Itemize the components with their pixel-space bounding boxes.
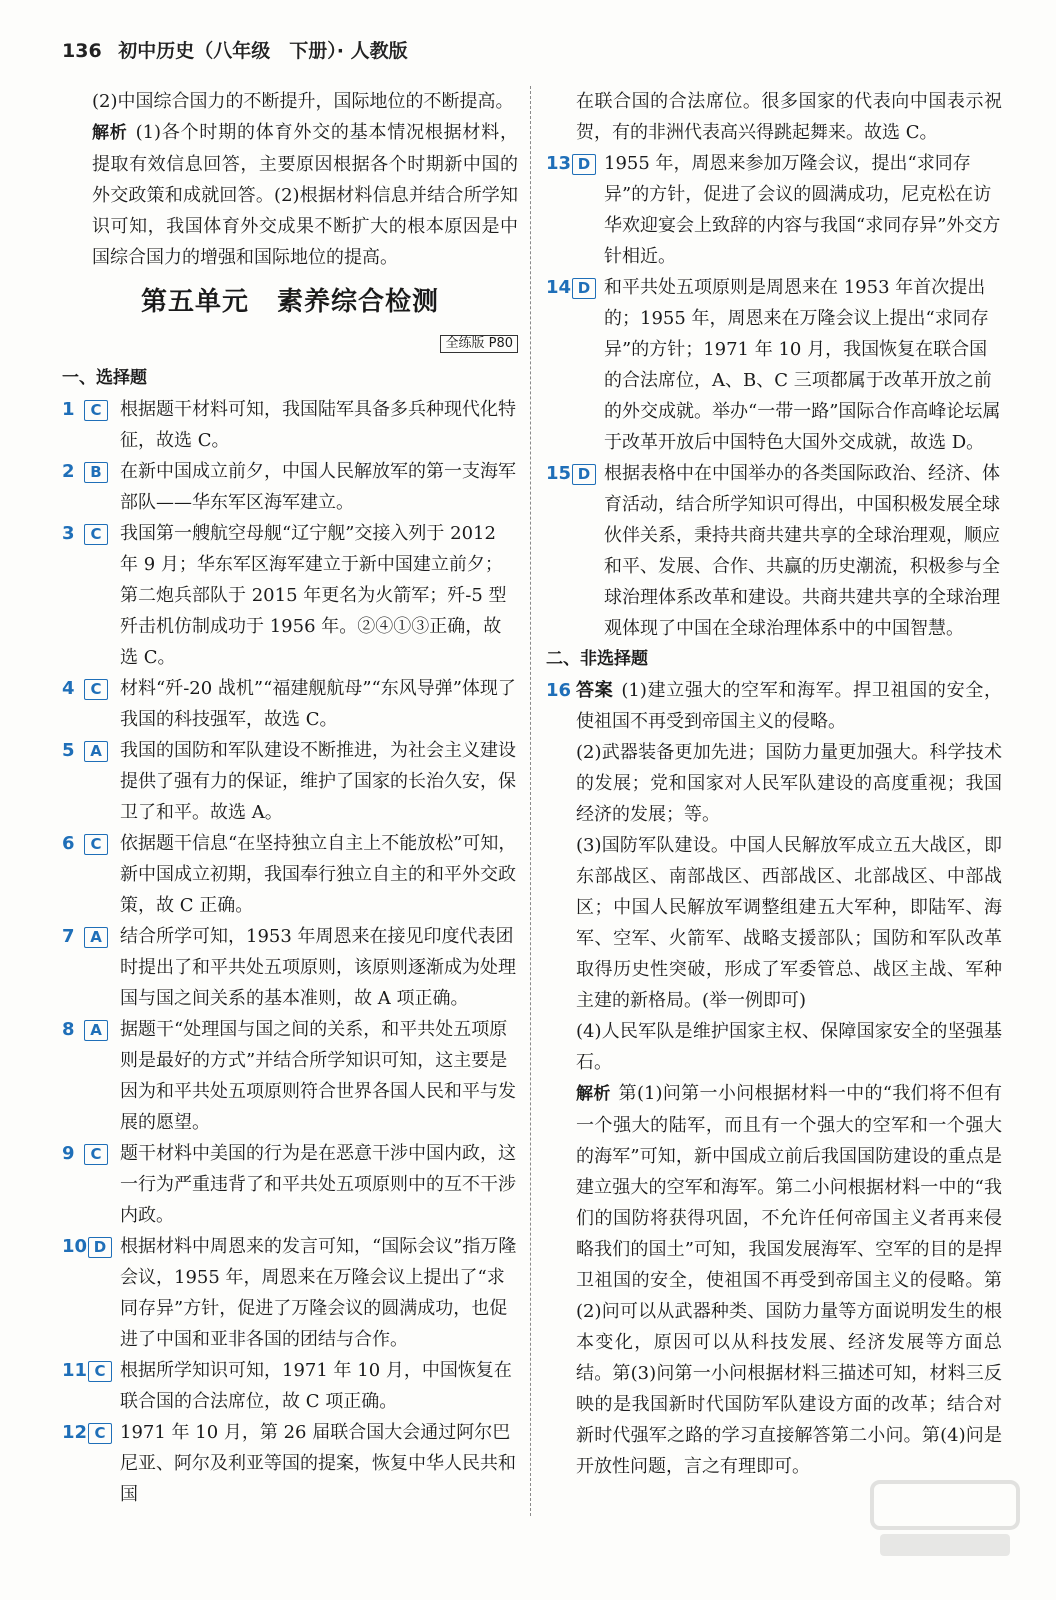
unit-title-part-b: 素养综合检测 (277, 287, 440, 317)
q16-answer-4: (4)人民军队是维护国家主权、保障国家安全的坚强基石。 (576, 1021, 1002, 1073)
question-explanation: 根据所学知识可知，1971 年 10 月，中国恢复在联合国的合法席位，故 C 项正确。 (120, 1360, 512, 1412)
question-number: 11 (62, 1360, 88, 1381)
right-column (546, 86, 1002, 1482)
question-number: 3 (62, 523, 75, 544)
question-16 (546, 675, 1002, 1482)
answer-badge: B (84, 462, 108, 483)
question-item (62, 1355, 518, 1417)
analysis-label: 解析 (92, 123, 128, 143)
question-item (62, 921, 518, 1014)
answer-badge: D (572, 154, 596, 175)
question-explanation: 在新中国成立前夕，中国人民解放军的第一支海军部队——华东军区海军建立。 (120, 461, 516, 513)
answer-badge: C (88, 1423, 112, 1444)
question-explanation: 我国第一艘航空母舰“辽宁舰”交接入列于 2012 年 9 月；华东军区海军建立于新中国建立前夕；第二炮兵部队于 2015 年更名为火箭军；歼-5 型歼击机仿制成功于 1956 年。②④①③正确，故选 C。 (120, 523, 507, 668)
intro-answer: (2)中国综合国力的不断提升，国际地位的不断提高。 (92, 91, 514, 112)
question-12-continued: 在联合国的合法席位。很多国家的代表向中国表示祝贺，有的非洲代表高兴得跳起舞来。故选 C。 (576, 91, 1002, 143)
reference-tag-text: 全练版 P80 (440, 335, 518, 353)
question-item (62, 456, 518, 518)
question-item (62, 673, 518, 735)
question-number: 2 (62, 461, 75, 482)
section-heading-choice: 一、选择题 (62, 368, 147, 388)
answer-badge: A (84, 741, 108, 762)
question-item (546, 272, 1002, 458)
question-explanation: 根据表格中在中国举办的各类国际政治、经济、体育活动，结合所学知识可得出，中国积极发展全球伙伴关系，秉持共商共建共享的全球治理观，顺应和平、发展、合作、共赢的历史潮流，积极参与全球治理体系改革和建设。共商共建共享的全球治理观体现了中国在全球治理体系中的中国智慧。 (604, 463, 1000, 639)
question-explanation: 1955 年，周恩来参加万隆会议，提出“求同存异”的方针，促进了会议的圆满成功，尼克松在访华欢迎宴会上致辞的内容与我国“求同存异”外交方针相近。 (604, 153, 1001, 267)
question-number: 1 (62, 399, 75, 420)
q16-answer-2: (2)武器装备更加先进；国防力量更加强大。科学技术的发展；党和国家对人民军队建设的高度重视；我国经济的发展；等。 (576, 742, 1002, 825)
question-item (62, 735, 518, 828)
question-number: 10 (62, 1236, 88, 1257)
analysis-text: 第(1)问第一小问根据材料一中的“我们将不但有一个强大的陆军，而且有一个强大的空军和一个强大的海军”可知，新中国成立前后我国国防建设的重点是建立强大的空军和海军。第二小问根据材料一中的“我们的国防将获得巩固，不允许任何帝国主义者再来侵略我们的国土”可知，我国发展海军、空军的目的是捍卫祖国的安全，使祖国不再受到帝国主义的侵略。第(2)问可以从武器种类、国防力量等方面说明发生的根本变化，原因可以从科技发展、经济发展等方面总结。第(3)问第一小问根据材料三描述可知，材料三反映的是我国新时代国防军队建设方面的改革；结合对新时代强军之路的学习直接解答第二小问。第(4)问是开放性问题，言之有理即可。 (576, 1083, 1003, 1477)
question-explanation: 依据题干信息“在坚持独立自主上不能放松”可知，新中国成立初期，我国奉行独立自主的和平外交政策，故 C 正确。 (120, 833, 517, 916)
answer-badge: D (572, 278, 596, 299)
answer-badge: D (88, 1237, 112, 1258)
reference-tag (62, 326, 518, 357)
question-item (546, 148, 1002, 272)
question-explanation: 结合所学可知，1953 年周恩来在接见印度代表团时提出了和平共处五项原则，该原则逐渐成为处理国与国之间关系的基本准则，故 A 项正确。 (120, 926, 516, 1009)
question-number: 5 (62, 740, 75, 761)
question-item (62, 1231, 518, 1355)
q16-answer-1-text: (1)建立强大的空军和海军。捍卫祖国的安全，使祖国不再受到帝国主义的侵略。 (576, 680, 1003, 732)
question-item (62, 828, 518, 921)
question-number: 16 (546, 680, 572, 701)
intro-analysis (62, 117, 518, 273)
question-explanation: 题干材料中美国的行为是在恶意干涉中国内政，这一行为严重违背了和平共处五项原则中的互不干涉内政。 (120, 1143, 516, 1226)
question-number: 14 (546, 277, 572, 298)
analysis-text: (1)各个时期的体育外交的基本情况根据材料，提取有效信息回答，主要原因根据各个时期新中国的外交政策和成就回答。(2)根据材料信息并结合所学知识可知，我国体育外交成果不断扩大的根本原因是中国综合国力的增强和国际地位的提高。 (92, 122, 519, 268)
analysis-label: 解析 (576, 1084, 611, 1104)
question-explanation: 和平共处五项原则是周恩来在 1953 年首次提出的；1955 年，周恩来在万隆会议上提出“求同存异”的方针；1971 年 10 月，我国恢复在联合国的合法席位，A、B、C 三项都属于改革开放之前的外交成就。举办“一带一路”国际合作高峰论坛属于改革开放后中国特色大国外交成就，故选 D。 (604, 277, 1001, 453)
answer-badge: C (88, 1361, 112, 1382)
question-number: 6 (62, 833, 75, 854)
answer-badge: C (84, 834, 108, 855)
page-number: 136 (62, 40, 102, 62)
answer-label: 答案 (576, 680, 614, 701)
section-heading-nonchoice: 二、非选择题 (546, 649, 648, 669)
answer-badge: C (84, 400, 108, 421)
answer-badge: A (84, 927, 108, 948)
question-number: 7 (62, 926, 75, 947)
unit-title-part-a: 第五单元 (140, 287, 249, 317)
question-item (62, 1138, 518, 1231)
book-title: 初中历史（八年级 下册）· 人教版 (118, 40, 408, 62)
column-divider (530, 86, 531, 1516)
answer-badge: A (84, 1020, 108, 1041)
question-item (62, 1014, 518, 1138)
question-explanation: 我国的国防和军队建设不断推进，为社会主义建设提供了强有力的保证，维护了国家的长治久安，保卫了和平。故选 A。 (120, 740, 516, 823)
answer-badge: D (572, 464, 596, 485)
page-header (62, 36, 408, 63)
question-explanation: 根据材料中周恩来的发言可知，“国际会议”指万隆会议，1955 年，周恩来在万隆会议上提出了“求同存异”方针，促进了万隆会议的圆满成功，也促进了中国和亚非各国的团结与合作。 (120, 1236, 517, 1350)
question-number: 9 (62, 1143, 75, 1164)
q16-analysis (576, 1078, 1002, 1482)
question-item (62, 394, 518, 456)
unit-title (62, 287, 518, 318)
question-item (546, 458, 1002, 644)
question-number: 12 (62, 1422, 88, 1443)
question-explanation: 根据题干材料可知，我国陆军具备多兵种现代化特征，故选 C。 (120, 399, 516, 451)
question-item (62, 1417, 518, 1510)
question-explanation: 1971 年 10 月，第 26 届联合国大会通过阿尔巴尼亚、阿尔及利亚等国的提案，恢复中华人民共和国 (120, 1422, 516, 1505)
question-explanation: 据题干“处理国与国之间的关系，和平共处五项原则是最好的方式”并结合所学知识可知，这主要是因为和平共处五项原则符合世界各国人民和平与发展的愿望。 (120, 1019, 516, 1133)
question-number: 13 (546, 153, 572, 174)
question-item (62, 518, 518, 673)
answer-badge: C (84, 679, 108, 700)
question-number: 8 (62, 1019, 75, 1040)
watermark-logo (870, 1480, 1020, 1560)
answer-badge: C (84, 1144, 108, 1165)
question-number: 4 (62, 678, 75, 699)
left-column (62, 86, 518, 1510)
answer-badge: C (84, 524, 108, 545)
q16-answer-1 (576, 675, 1002, 737)
question-number: 15 (546, 463, 572, 484)
question-explanation: 材料“歼-20 战机”“福建舰航母”“东风导弹”体现了我国的科技强军，故选 C。 (120, 678, 516, 730)
q16-answer-3: (3)国防军队建设。中国人民解放军成立五大战区，即东部战区、南部战区、西部战区、北部战区、中部战区；中国人民解放军调整组建五大军种，即陆军、海军、空军、火箭军、战略支援部队；国防和军队改革取得历史性突破，形成了军委管总、战区主战、军种主建的新格局。(举一例即可) (576, 835, 1002, 1011)
